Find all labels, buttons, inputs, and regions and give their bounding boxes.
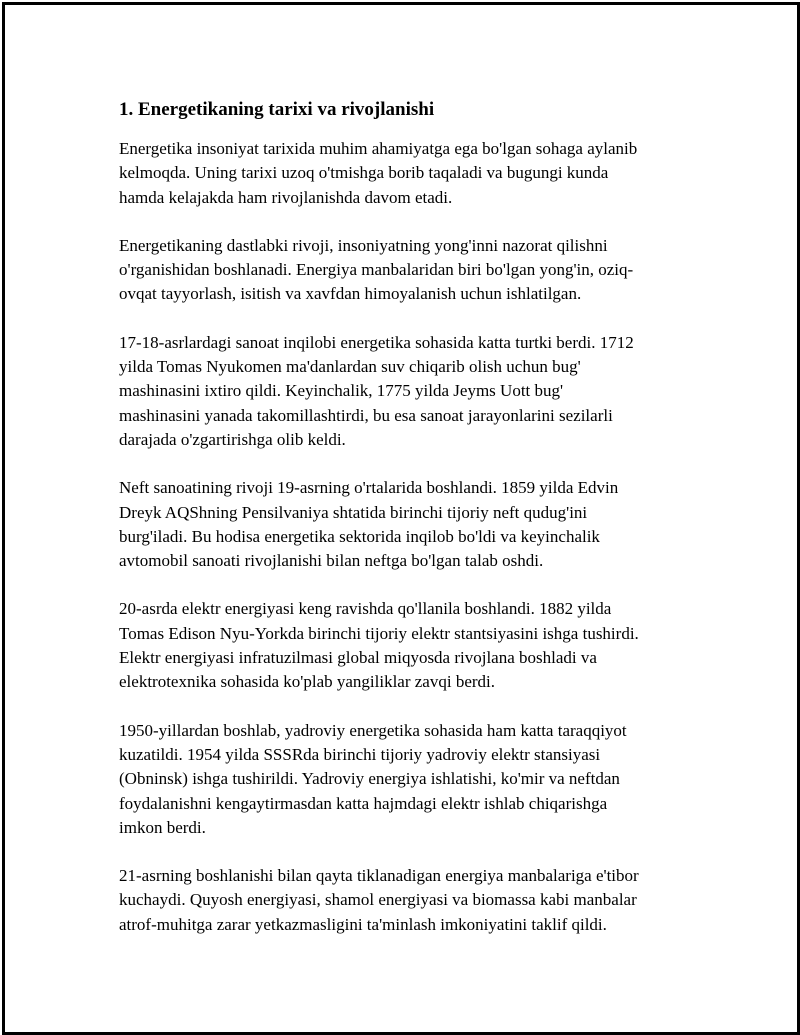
text-line: 21-asrning boshlanishi bilan qayta tiklanadigan energiya manbalariga e'tibor (119, 866, 639, 886)
text-line: darajada o'zgartirishga olib keldi. (119, 429, 346, 449)
text-line: Elektr energiyasi infratuzilmasi global miqyosda rivojlana boshladi va (119, 648, 597, 668)
paragraph (119, 137, 699, 210)
text-line: elektrotexnika sohasida ko'plab yangiliklar zavqi berdi. (119, 672, 496, 692)
text-line: imkon berdi. (119, 817, 206, 837)
document-title: 1. Energetikaning tarixi va rivojlanishi (119, 99, 435, 120)
text-line: foydalanishni kengaytirmasdan katta hajmdagi elektr ishlab chiqarishga (119, 793, 608, 813)
paragraph (119, 476, 699, 573)
text-line: mashinasini yanada takomillashtirdi, bu esa sanoat jarayonlarini sezilarli (119, 405, 613, 425)
text-line: ovqat tayyorlash, isitish va xavfdan himoyalanish uchun ishlatilgan. (119, 284, 582, 304)
paragraph (119, 864, 699, 937)
text-line: mashinasini ixtiro qildi. Keyinchalik, 1775 yilda Jeyms Uott bug' (119, 381, 564, 401)
text-line: kuchaydi. Quyosh energiyasi, shamol energiyasi va biomassa kabi manbalar (119, 890, 637, 910)
paragraph (119, 331, 699, 452)
page-frame (2, 2, 800, 1035)
text-line: o'rganishidan boshlanadi. Energiya manbalaridan biri bo'lgan yong'in, oziq- (119, 260, 634, 280)
paragraph (119, 597, 699, 694)
text-line: Dreyk AQShning Pensilvaniya shtatida birinchi tijoriy neft qudug'ini (119, 502, 588, 522)
text-line: Neft sanoatining rivoji 19-asrning o'rtalarida boshlandi. 1859 yilda Edvin (119, 478, 619, 498)
text-line: avtomobil sanoati rivojlanishi bilan neftga bo'lgan talab oshdi. (119, 551, 544, 571)
text-line: burg'iladi. Bu hodisa energetika sektorida inqilob bo'ldi va keyinchalik (119, 526, 600, 546)
paragraph (119, 234, 699, 307)
text-line: atrof-muhitga zarar yetkazmasligini ta'minlash imkoniyatini taklif qildi. (119, 914, 607, 934)
text-line: 17-18-asrlardagi sanoat inqilobi energetika sohasida katta turtki berdi. 1712 (119, 332, 634, 352)
paragraph (119, 719, 699, 840)
text-line: hamda kelajakda ham rivojlanishda davom etadi. (119, 187, 453, 207)
text-line: kelmoqda. Uning tarixi uzoq o'tmishga borib taqaladi va bugungi kunda (119, 163, 609, 183)
text-line: 1950-yillardan boshlab, yadroviy energetika sohasida ham katta taraqqiyot (119, 720, 627, 740)
text-line: kuzatildi. 1954 yilda SSSRda birinchi tijoriy yadroviy elektr stansiyasi (119, 744, 601, 764)
text-line: (Obninsk) ishga tushirildi. Yadroviy energiya ishlatishi, ko'mir va neftdan (119, 769, 620, 789)
text-line: yilda Tomas Nyukomen ma'danlardan suv chiqarib olish uchun bug' (119, 357, 581, 377)
text-line: Energetika insoniyat tarixida muhim ahamiyatga ega bo'lgan sohaga aylanib (119, 139, 638, 158)
text-line: Energetikaning dastlabki rivoji, insoniyatning yong'inni nazorat qilishni (119, 235, 608, 255)
text-line: Tomas Edison Nyu-Yorkda birinchi tijoriy elektr stantsiyasini ishga tushirdi. (119, 623, 639, 643)
text-line: 20-asrda elektr energiyasi keng ravishda qo'llanila boshlandi. 1882 yilda (119, 599, 612, 619)
document-body (119, 98, 699, 961)
